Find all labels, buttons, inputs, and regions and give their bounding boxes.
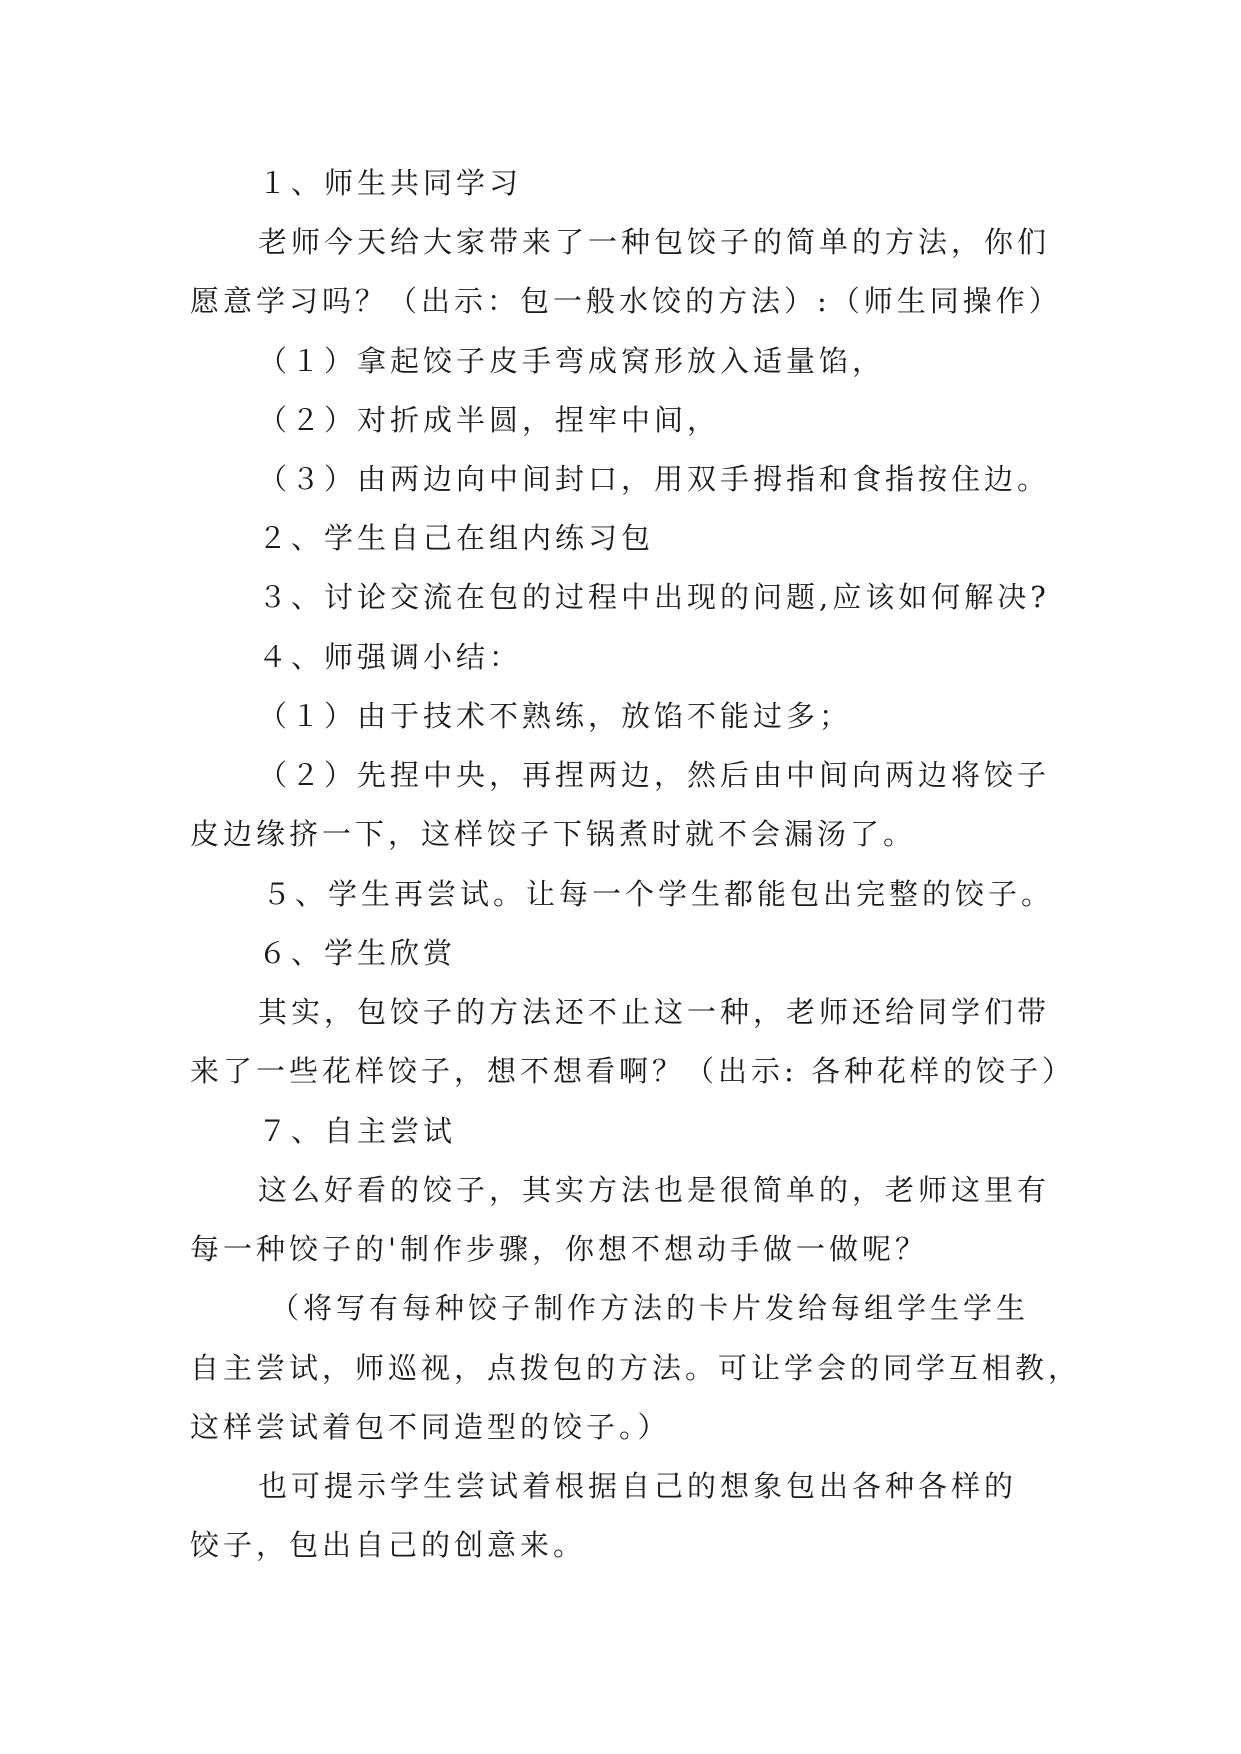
paragraph-line: 这样尝试着包不同造型的饺子。） <box>190 1410 671 1444</box>
paragraph-line: 皮边缘挤一下，这样饺子下锅煮时就不会漏汤了。 <box>190 817 917 851</box>
paragraph-line: 老师今天给大家带来了一种包饺子的简单的方法，你们 <box>258 225 1051 259</box>
step-2-heading: ２、学生自己在组内练习包 <box>258 521 655 555</box>
paragraph-line: 来了一些花样饺子，想不想看啊？（出示: 各种花样的饺子） <box>190 1054 1075 1088</box>
paragraph-line: 这么好看的饺子，其实方法也是很简单的，老师这里有 <box>258 1173 1051 1207</box>
substep-line: （２）先捏中央，再捏两边，然后由中间向两边将饺子 <box>258 758 1051 792</box>
paragraph-line: （将写有每种饺子制作方法的卡片发给每组学生学生 <box>270 1291 1030 1325</box>
substep-line: （３）由两边向中间封口，用双手拇指和食指按住边。 <box>258 462 1051 496</box>
step-5-heading: ５、学生再尝试。让每一个学生都能包出完整的饺子。 <box>262 877 1055 911</box>
step-4-heading: ４、师强调小结： <box>258 640 523 674</box>
paragraph-line: 自主尝试，师巡视，点拨包的方法。可让学会的同学互相教， <box>190 1351 1082 1385</box>
step-1-heading: １、师生共同学习 <box>258 166 523 200</box>
paragraph-line: 每一种饺子的'制作步骤，你想不想动手做一做呢？ <box>190 1232 928 1266</box>
paragraph-line: 也可提示学生尝试着根据自己的想象包出各种各样的 <box>258 1469 1018 1503</box>
substep-line: （１）拿起饺子皮手弯成窝形放入适量馅， <box>258 344 886 378</box>
step-3-heading: ３、讨论交流在包的过程中出现的问题,应该如何解决? <box>258 580 1050 614</box>
substep-line: （１）由于技术不熟练，放馅不能过多； <box>258 699 853 733</box>
paragraph-line: 饺子，包出自己的创意来。 <box>190 1528 587 1562</box>
paragraph-line: 愿意学习吗？（出示：包一般水饺的方法）:（师生同操作） <box>190 284 1062 318</box>
step-7-heading: ７、自主尝试 <box>258 1114 457 1148</box>
step-6-heading: ６、学生欣赏 <box>258 936 457 970</box>
paragraph-line: 其实，包饺子的方法还不止这一种，老师还给同学们带 <box>258 995 1051 1029</box>
substep-line: （２）对折成半圆，捏牢中间， <box>258 403 721 437</box>
